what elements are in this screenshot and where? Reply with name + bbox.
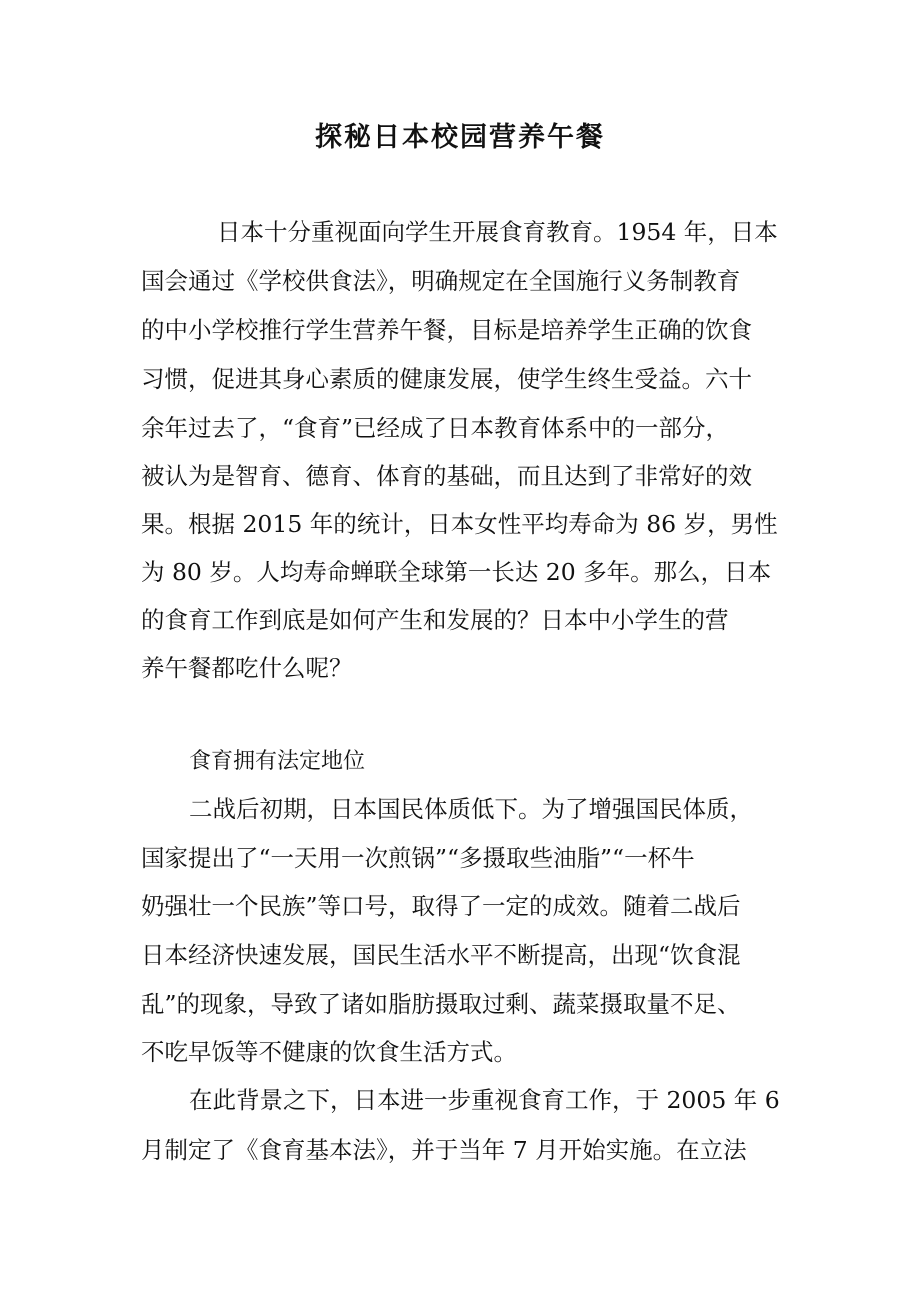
section-heading: 食育拥有法定地位	[189, 749, 366, 774]
section-para1-line: 奶强壮一个民族”等口号，取得了一定的成效。随着二战后	[141, 892, 741, 920]
intro-line: 余年过去了，“食育”已经成了日本教育体系中的一部分，	[141, 414, 730, 442]
section-para1-line: 乱”的现象，导致了诸如脂肪摄取过剩、蔬菜摄取量不足、	[141, 990, 741, 1018]
intro-line: 为 80 岁。人均寿命蝉联全球第一长达 20 多年。那么，日本	[141, 558, 772, 586]
intro-line: 国会通过《学校供食法》，明确规定在全国施行义务制教育	[141, 267, 741, 295]
section-para1-line: 国家提出了“一天用一次煎锅”“多摄取些油脂”“一杯牛	[141, 844, 695, 872]
section-para1-line: 不吃早饭等不健康的饮食生活方式。	[141, 1038, 517, 1066]
intro-line: 的食育工作到底是如何产生和发展的？日本中小学生的营	[141, 606, 729, 634]
section-para2-line: 在此背景之下，日本进一步重视食育工作，于 2005 年 6	[189, 1086, 780, 1114]
intro-line: 果。根据 2015 年的统计，日本女性平均寿命为 86 岁，男性	[141, 510, 778, 538]
intro-line: 养午餐都吃什么呢？	[141, 654, 353, 682]
intro-line: 日本十分重视面向学生开展食育教育。1954 年，日本	[217, 218, 778, 246]
intro-line: 习惯，促进其身心素质的健康发展，使学生终生受益。六十	[141, 365, 752, 393]
intro-line: 的中小学校推行学生营养午餐，目标是培养学生正确的饮食	[141, 316, 752, 344]
section-para2-line: 月制定了《食育基本法》，并于当年 7 月开始实施。在立法	[141, 1136, 747, 1164]
intro-line: 被认为是智育、德育、体育的基础，而且达到了非常好的效	[141, 462, 752, 490]
section-para1-line: 日本经济快速发展，国民生活水平不断提高，出现“饮食混	[141, 941, 741, 969]
document-title: 探秘日本校园营养午餐	[315, 122, 605, 153]
section-para1-line: 二战后初期，日本国民体质低下。为了增强国民体质，	[189, 795, 753, 823]
